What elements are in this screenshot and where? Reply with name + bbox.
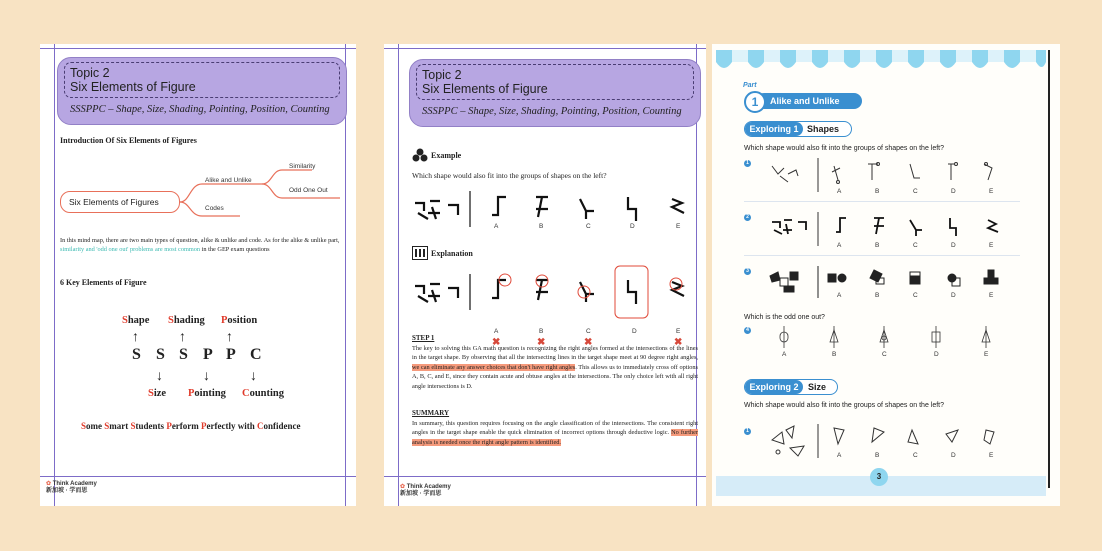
topic-number: Topic 2 xyxy=(422,68,462,82)
example-question: Which shape would also fit into the groups of shapes on the left? xyxy=(412,171,607,180)
summary-highlight: No further analysis is needed once the right angle pattern is identified. xyxy=(412,429,698,446)
page-workbook xyxy=(712,44,1060,506)
topic-number: Topic 2 xyxy=(70,66,110,80)
exploring2-label: Exploring 2 xyxy=(745,380,803,394)
exploring1-topic: Shapes xyxy=(807,124,840,134)
key-elements-heading: 6 Key Elements of Figure xyxy=(60,278,147,287)
page-number: 3 xyxy=(870,468,888,486)
topic-subtitle: SSSPPC – Shape, Size, Shading, Pointing, Position, Counting xyxy=(70,104,330,115)
margin-line xyxy=(384,476,706,477)
question-number: 3 xyxy=(744,268,751,275)
logo-mark-icon: ✿ xyxy=(46,481,52,487)
option-label: D xyxy=(632,328,637,335)
option-label: E xyxy=(676,328,681,335)
margin-line xyxy=(384,48,706,49)
acronym-letter: S xyxy=(179,346,188,363)
option-label: D xyxy=(951,188,956,195)
part-title: Alike and Unlike xyxy=(756,93,862,109)
arrow-up-icon: ↑ xyxy=(132,328,139,344)
cross-icon: ✖ xyxy=(674,337,683,348)
option-label: D xyxy=(934,351,939,358)
cross-icon: ✖ xyxy=(492,337,501,348)
topic-title: Six Elements of Figure xyxy=(70,80,196,94)
mnemonic: Some Smart Students Perform Perfectly with Confidence xyxy=(81,421,301,431)
exploring1-pill xyxy=(744,121,852,137)
summary-paragraph: In summary, this question requires focusing on the angle classification of the intersections. The consistent right angles in the target shape enable the quick elimination of incorrect options through deductive logic. No further analysis is needed once the right angle pattern is identified. xyxy=(412,420,698,446)
option-label: D xyxy=(951,452,956,459)
label-shading: Shading xyxy=(168,315,205,326)
topic-header xyxy=(409,59,701,127)
option-label: C xyxy=(913,188,918,195)
q-odd-one-out: Which is the odd one out? xyxy=(744,314,825,321)
think-academy-logo: ✿ Think Academy 新加坡 · 学而思 xyxy=(400,484,451,497)
option-label: E xyxy=(989,292,994,299)
acronym-letter: P xyxy=(226,346,236,363)
acronym-letter: S xyxy=(132,346,141,363)
page-edge-line xyxy=(1048,50,1050,488)
label-counting: Counting xyxy=(242,388,285,399)
option-label: B xyxy=(875,188,880,195)
option-label: D xyxy=(951,292,956,299)
mindmap-leaf-similarity: Similarity xyxy=(289,163,316,170)
row-separator xyxy=(744,255,1020,256)
intro-paragraph xyxy=(60,236,342,255)
arrow-down-icon: ↓ xyxy=(250,367,257,383)
label-shape: Shape xyxy=(122,315,150,326)
arrow-up-icon: ↑ xyxy=(226,328,233,344)
option-label: E xyxy=(676,223,681,230)
option-label: A xyxy=(494,328,499,335)
topic-title: Six Elements of Figure xyxy=(422,82,548,96)
exploring2-pill xyxy=(744,379,838,395)
question-number: 4 xyxy=(744,327,751,334)
option-label: B xyxy=(875,242,880,249)
intro-heading: Introduction Of Six Elements of Figures xyxy=(60,136,197,145)
option-label: A xyxy=(837,188,842,195)
option-label: A xyxy=(837,292,842,299)
step-heading: STEP 1 xyxy=(412,334,435,342)
step-highlight: we can eliminate any answer choices that don't have right angles xyxy=(412,363,576,371)
explanation-figures xyxy=(410,262,700,322)
option-label: A xyxy=(494,223,499,230)
option-label: E xyxy=(989,188,994,195)
question4-figures xyxy=(768,324,1028,350)
row-separator xyxy=(744,201,1020,202)
q-fit-size: Which shape would also fit into the groups of shapes on the left? xyxy=(744,402,945,409)
option-label: B xyxy=(875,452,880,459)
q-fit-shapes: Which shape would also fit into the groups of shapes on the left? xyxy=(744,145,945,152)
arrow-up-icon: ↑ xyxy=(179,328,186,344)
option-label: B xyxy=(875,292,880,299)
margin-line xyxy=(54,44,55,506)
label-size: Size xyxy=(148,388,167,399)
mindmap-center-label: Six Elements of Figures xyxy=(69,197,159,207)
step-paragraph: The key to solving this GA math question is recognizing the right angles formed at the intersections of the lines in the target shape. By observing that all the intersecting lines in the target shape meet at 90 degree right angles, we can eliminate any answer choices that don't have right angles. This allows us to immediately cross off options A, B, C, and E, since they contain acute and obtuse angles at the intersections. The only choice left with all right angle intersections is D. xyxy=(412,345,699,390)
exploring2-topic: Size xyxy=(808,382,827,392)
option-label: C xyxy=(913,242,918,249)
option-label: E xyxy=(984,351,989,358)
option-label: E xyxy=(989,452,994,459)
cross-icon: ✖ xyxy=(584,337,593,348)
option-label: E xyxy=(989,242,994,249)
logo-mark-icon: ✿ xyxy=(400,484,406,490)
mindmap-branch-alike: Alike and Unlike xyxy=(205,177,252,184)
example-label: Example xyxy=(431,151,462,160)
margin-line xyxy=(398,44,399,506)
option-label: D xyxy=(630,223,635,230)
cross-icon: ✖ xyxy=(537,337,546,348)
option-label: C xyxy=(913,452,918,459)
margin-line xyxy=(40,476,356,477)
option-label: A xyxy=(837,452,842,459)
option-label: B xyxy=(832,351,837,358)
page-example xyxy=(384,44,706,506)
label-position: Position xyxy=(221,315,258,326)
page-topic2-intro xyxy=(40,44,356,506)
question-number: 1 xyxy=(744,428,751,435)
para-text: In this mind map, there are two main types of question, alike & unlike and code. As for the alike & unlike part, xyxy=(60,237,340,244)
acronym-letter: P xyxy=(203,346,213,363)
mindmap-leaf-odd: Odd One Out xyxy=(289,187,328,194)
margin-line xyxy=(40,48,356,49)
option-label: A xyxy=(782,351,787,358)
topic-header xyxy=(57,57,347,125)
option-label: C xyxy=(913,292,918,299)
arrow-down-icon: ↓ xyxy=(203,367,210,383)
topic-subtitle: SSSPPC – Shape, Size, Shading, Pointing, Position, Counting xyxy=(422,106,682,117)
mindmap-branch-codes: Codes xyxy=(205,205,224,212)
acronym-letter: S xyxy=(156,346,165,363)
para-text: in the GEP exam questions xyxy=(200,246,270,254)
option-label: B xyxy=(539,328,544,335)
part-number-badge: 1 xyxy=(744,91,766,113)
exploring1-label: Exploring 1 xyxy=(745,122,803,136)
option-label: B xyxy=(539,223,544,230)
option-label: A xyxy=(837,242,842,249)
option-label: C xyxy=(882,351,887,358)
summary-heading: SUMMARY xyxy=(412,409,450,417)
label-pointing: Pointing xyxy=(188,388,226,399)
question-number: 1 xyxy=(744,160,751,167)
question-number: 2 xyxy=(744,214,751,221)
think-academy-logo: ✿ Think Academy 新加坡 · 学而思 xyxy=(46,481,97,494)
example-icon xyxy=(412,147,428,168)
acronym-letter: C xyxy=(250,346,262,363)
example-figures xyxy=(410,189,700,234)
option-label: C xyxy=(586,223,591,230)
explanation-label: Explanation xyxy=(431,249,473,258)
option-label: C xyxy=(586,328,591,335)
arrow-down-icon: ↓ xyxy=(156,367,163,383)
awning-decoration xyxy=(716,50,1046,72)
mindmap-center-node xyxy=(60,191,180,213)
part-word: Part xyxy=(743,82,757,89)
para-highlight: similarity and 'odd one out' problems are most common xyxy=(60,246,201,254)
option-label: D xyxy=(951,242,956,249)
